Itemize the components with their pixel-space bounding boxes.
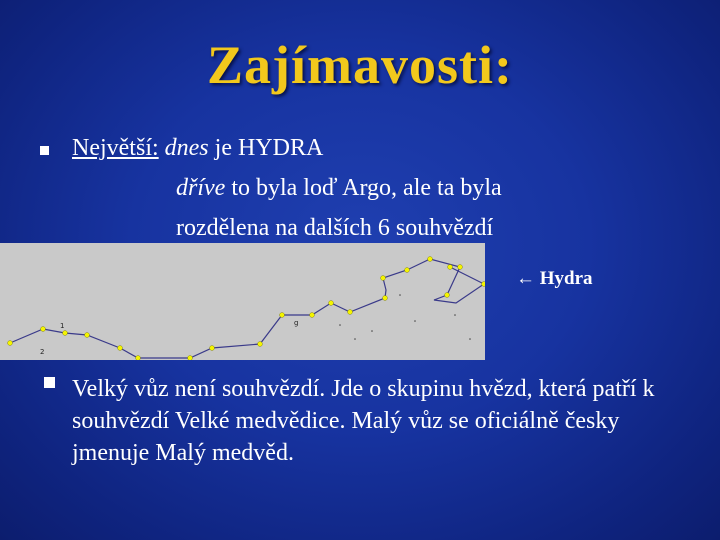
bullet-line-1 [72,134,323,162]
star-label-2: 2 [40,348,45,356]
star-10 [280,313,285,318]
faint-star [399,294,401,296]
star-4 [85,333,90,338]
star-16 [405,268,410,273]
faint-star [469,338,471,340]
hydra-caption: ← Hydra [516,268,593,289]
star-11 [310,313,315,318]
star-label-g: g [294,319,299,327]
star-21 [448,265,453,270]
star-14 [383,296,388,301]
star-7 [188,356,193,360]
star-2 [41,327,46,332]
star-15 [381,276,386,281]
bullet-line-3: rozdělena na dalších 6 souhvězdí [176,215,494,241]
bullet-2-text: Velký vůz není souhvězdí. Jde o skupinu hvězd, která patří k souhvězdí Velké medvědice. Malý vůz se oficiálně česky jmenuje Malý medvěd. [72,376,655,466]
bullet-marker [40,146,49,155]
star-17 [428,257,433,262]
faint-star [371,330,373,332]
bullet-line-2 [176,174,502,202]
faint-star [339,324,341,326]
hydra-star-chart [0,243,485,360]
star-18 [458,265,463,270]
star-label-1: 1 [60,322,65,330]
faint-star [414,320,416,322]
star-1 [8,341,13,346]
star-3 [63,331,68,336]
star-20 [482,282,485,287]
star-12 [329,301,334,306]
hydra-constellation-map [0,243,485,360]
line-2-text: to byla loď Argo, ale ta byla [225,175,502,201]
bullet-marker-2 [44,377,55,388]
hydra-outline [10,259,484,358]
faint-star [354,338,356,340]
faint-star [454,314,456,316]
star-19 [445,293,450,298]
bullet-label: Největší: [72,135,159,161]
star-9 [258,342,263,347]
italic-drive: dříve [176,175,226,201]
star-6 [136,356,141,360]
star-13 [348,310,353,315]
star-5 [118,346,123,351]
slide-title: Zajímavosti: [207,35,513,95]
line-1-text: je HYDRA [208,135,324,161]
star-8 [210,346,215,351]
italic-dnes: dnes [164,135,209,161]
